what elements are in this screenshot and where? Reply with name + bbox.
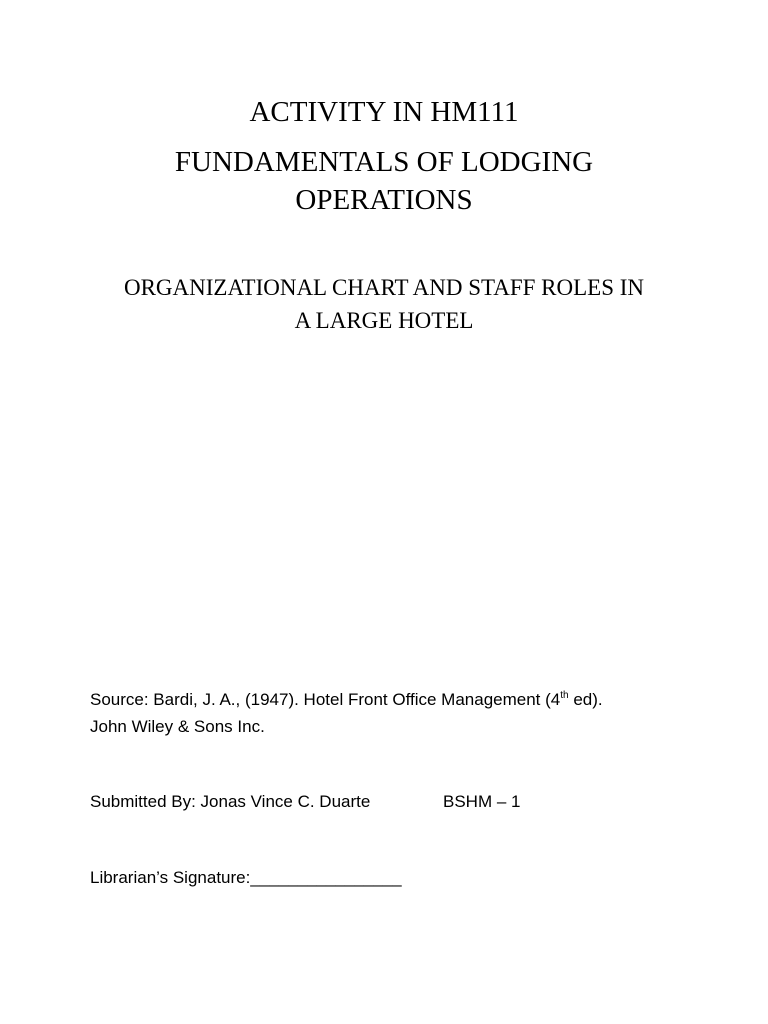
topic-subtitle-line1: ORGANIZATIONAL CHART AND STAFF ROLES IN: [123, 275, 645, 300]
source-citation: [90, 686, 690, 740]
submission-info: [90, 789, 690, 815]
course-title-line2: OPERATIONS: [295, 184, 473, 216]
source-citation-line1: [90, 686, 690, 713]
submitted-by-text: Submitted By: Jonas Vince C. Duarte: [90, 792, 371, 811]
source-citation-prefix: Source: Bardi, J. A., (1947). Hotel Front Office Management (4: [90, 690, 561, 709]
topic-subtitle: [90, 271, 678, 337]
program-text: BSHM – 1: [443, 792, 521, 811]
course-title-line1: FUNDAMENTALS OF LODGING: [174, 146, 594, 178]
librarian-signature: [90, 865, 690, 891]
course-title: [90, 143, 678, 219]
source-citation-line2: John Wiley & Sons Inc.: [90, 717, 265, 736]
source-citation-superscript: th: [560, 690, 569, 701]
activity-title: [90, 94, 678, 130]
topic-subtitle-line2: A LARGE HOTEL: [294, 308, 474, 333]
signature-label: Librarian’s Signature:: [90, 868, 251, 887]
source-citation-suffix: ed).: [568, 690, 603, 709]
signature-line: ________________: [250, 868, 402, 887]
activity-title-text: ACTIVITY IN HM111: [249, 96, 519, 128]
